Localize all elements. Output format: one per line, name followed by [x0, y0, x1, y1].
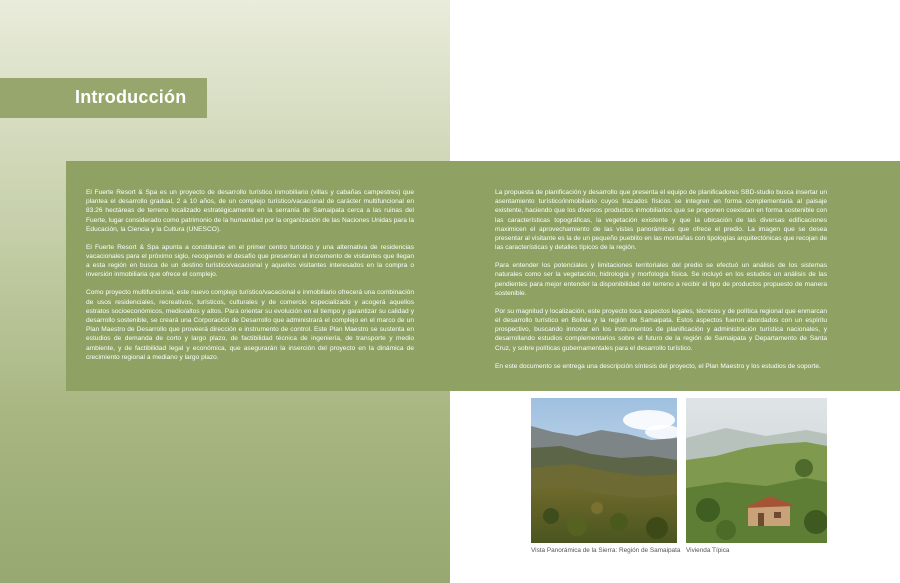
paragraph: El Fuerte Resort & Spa apunta a constituirse en el primer centro turístico y una alternativa de residencias vacacionales para el próximo siglo, recogiendo el desafío que presentan el incremento de visitantes que llegan a esta región en busca de un destino turístico/vacacional y aquellos visitantes interesados en la compra o inversión inmobiliaria que ofrece el complejo.	[86, 243, 414, 279]
paragraph: En este documento se entrega una descripción síntesis del proyecto, el Plan Maestro y los estudios de soporte.	[495, 362, 821, 370]
paragraph: Para entender los potenciales y limitaciones territoriales del predio se efectuó un análisis de los sistemas naturales como ser la vegetación, hidrología y morfología física. Se incluyó en los estudios un análisis de las pendientes para mejor entender la disponibilidad del terreno a recibir el tipo de productos propuesto de manera sostenible.	[495, 262, 827, 297]
paragraph: Como proyecto multifuncional, este nuevo complejo turístico/vacacional e inmobiliario ofrecerá una combinación de usos residenciales, recreativos, turísticos, culturales y de comercio especializado y acogerá aquellos estratos socioeconómicos, medio/altos y altos. Para orientar su evolución en el tiempo y garantizar su calidad y desarrollo sostenible, se creará una Corporación de Desarrollo que administrará el complejo en el marco de un Plan Maestro de Desarrollo que proveerá dirección e instrumento de control. Este Plan Maestro se sustenta en estudios de demanda de corto y largo plazo, de factibilidad técnica de ingeniería, de transporte y medio ambiente, y de factibilidad legal y económica, que asegurarán la inserción del proyecto en la dinámica de crecimiento regional a mediano y largo plazo.	[86, 289, 414, 361]
right-text-column	[495, 188, 827, 380]
panoramic-photo	[531, 398, 677, 543]
paragraph: El Fuerte Resort & Spa es un proyecto de desarrollo turístico inmobiliario (villas y cabañas campestres) que plantea el desarrollo gradual, 2 a 10 años, de un complejo turístico/vacacional de carácter multifuncional en 83.26 hectáreas de terreno localizado estratégicamente en la serranía de Samaipata cerca a las ruinas del Fuerte, lugar considerado como patrimonio de la humanidad por la organización de las Naciones Unidas para la Educación, la Ciencia y la Cultura (UNESCO).	[86, 189, 414, 233]
left-text-column	[86, 188, 414, 371]
paragraph: La propuesta de planificación y desarrollo que presenta el equipo de planificadores SBD-studio busca insertar un asentamiento turístico/inmobiliario cuyos trazados físicos se integren en forma complementaria al paisaje existente, haciendo que los diversos productos inmobiliarios que se proponen coexistan en forma sostenible con las características topográficas, la vegetación existente y que la ubicación de las diversas edificaciones maximicen el aprovechamiento de las vistas panorámicas que ofrece el predio. La imagen que se desea presentar al visitante es la de un pequeño pueblito en las montañas con tipologías arquitectónicas que recojan de las características y detalles típicos de la región.	[495, 189, 827, 252]
paragraph: Por su magnitud y localización, este proyecto toca aspectos legales, técnicos y de política regional que enmarcan el desarrollo turístico en Bolivia y la región de Samaipata. Estos aspectos fueron abordados con un espíritu prospectivo, buscando innovar en los instrumentos de planificación y administración turística nacionales, y desarrollando estudios complementarios sobre el futuro de la región de Samaipata y Departamento de Santa Cruz, y sobre políticas gubernamentales para el desarrollo turístico.	[495, 307, 827, 352]
photo-caption: Vivienda Típica	[686, 547, 730, 554]
photo-caption: Vista Panorámica de la Sierra: Región de Samaipata	[531, 547, 681, 554]
house-photo	[686, 398, 827, 543]
page-title: Introducción	[75, 87, 187, 107]
